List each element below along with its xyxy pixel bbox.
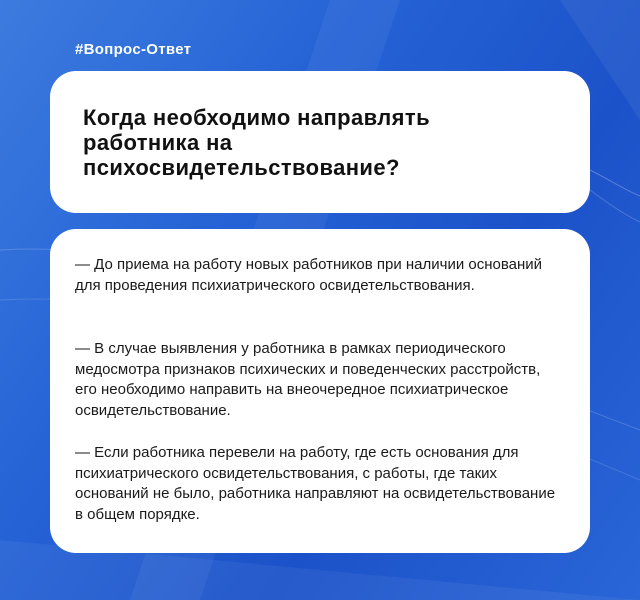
answer-paragraph: — До приема на работу новых работников при наличии оснований для проведения психиатрического освидетельствования.: [75, 256, 543, 294]
answer-card: [50, 229, 590, 553]
question-title: Когда необходимо направлять работника на психосвидетельствование?: [83, 105, 430, 180]
answer-paragraph: — Если работника перевели на работу, где есть основания для психиатрического освидетельствования, с работы, где таких оснований не было, работника направляют на освидетельствование в общем порядке.: [75, 444, 556, 523]
question-card: [50, 71, 590, 213]
hashtag-label: #Вопрос-Ответ: [75, 41, 192, 58]
answer-paragraph: — В случае выявления у работника в рамках периодического медосмотра признаков психических и поведенческих расстройств, его необходимо направить на внеочередное психиатрическое освидетельствование.: [75, 340, 541, 419]
